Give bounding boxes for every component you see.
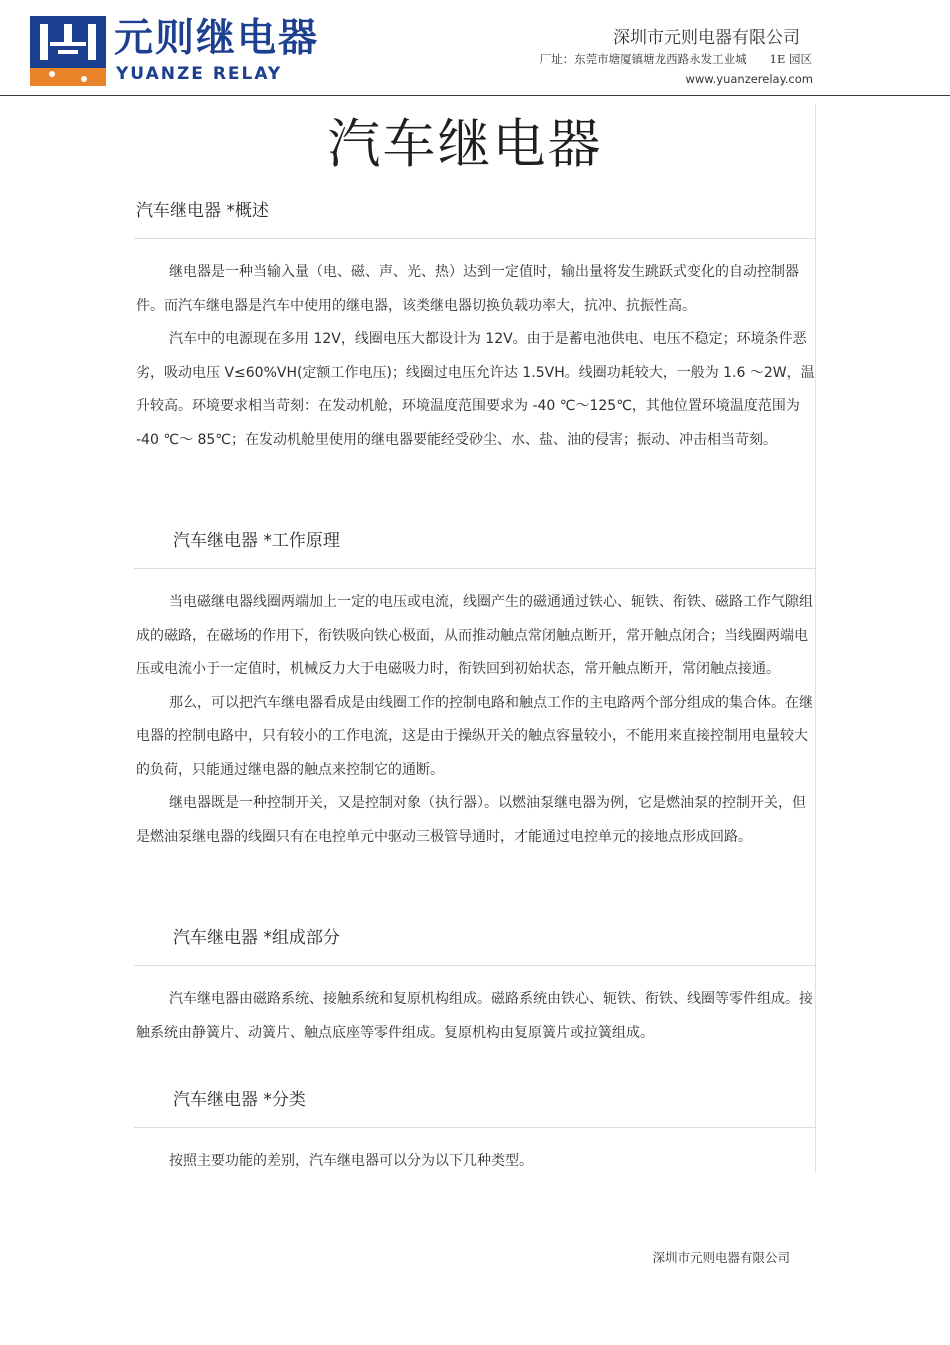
paragraph: 当电磁继电器线圈两端加上一定的电压或电流，线圈产生的磁通通过铁心、轭铁、衔铁、磁路工作气隙组成的磁路，在磁场的作用下，衔铁吸向铁心极面，从而推动触点常闭触点断开，常开触点闭合；当线圈两端电压或电流小于一定值时，机械反力大于电磁吸力时，衔铁回到初始状态，常开触点断开，常闭触点接通。 xyxy=(136,594,813,677)
section-body-classification xyxy=(136,1145,816,1179)
paragraph: 继电器是一种当输入量（电、磁、声、光、热）达到一定值时，输出量将发生跳跃式变化的自动控制器件。而汽车继电器是汽车中使用的继电器，该类继电器切换负载功率大，抗冲、抗振性高。 xyxy=(136,264,799,314)
section-heading-principle: 汽车继电器 *工作原理 xyxy=(173,531,340,551)
header-website: www.yuanzerelay.com xyxy=(685,72,813,86)
company-logo-icon xyxy=(30,16,106,86)
header-divider xyxy=(0,95,950,96)
section-divider xyxy=(134,965,816,966)
section-divider xyxy=(134,568,816,569)
section-body-principle xyxy=(136,586,816,854)
section-body-components xyxy=(136,983,816,1050)
paragraph: 按照主要功能的差别，汽车继电器可以分为以下几种类型。 xyxy=(169,1153,533,1169)
section-divider xyxy=(134,238,816,239)
header-address: 厂址：东莞市塘厦镇塘龙西路永发工业城 1E 园区 xyxy=(539,52,812,66)
document-title: 汽车继电器 xyxy=(327,114,603,175)
section-heading-classification: 汽车继电器 *分类 xyxy=(173,1090,306,1110)
header-company-name: 深圳市元则电器有限公司 xyxy=(613,28,800,48)
paragraph: 继电器既是一种控制开关，又是控制对象（执行器）。以燃油泵继电器为例，它是燃油泵的控制开关，但是燃油泵继电器的线圈只有在电控单元中驱动三极管导通时，才能通过电控单元的接地点形成回路。 xyxy=(136,795,806,845)
paragraph: 汽车继电器由磁路系统、接触系统和复原机构组成。磁路系统由铁心、轭铁、衔铁、线圈等零件组成。接触系统由静簧片、动簧片、触点底座等零件组成。复原机构由复原簧片或拉簧组成。 xyxy=(136,991,813,1041)
section-body-overview xyxy=(136,256,816,457)
section-heading-overview: 汽车继电器 *概述 xyxy=(136,201,269,221)
section-divider xyxy=(134,1127,816,1128)
logo-english-name: YUANZE RELAY xyxy=(116,64,283,84)
paragraph: 汽车中的电源现在多用 12V，线圈电压大都设计为 12V。由于是蓄电池供电、电压不稳定；环境条件恶劣，吸动电压 V≤60%VH(定额工作电压)；线圈过电压允许达 1.5VH。线圈功耗较大，一般为 1.6 ～2W，温升较高。环境要求相当苛刻：在发动机舱，环境温度范围要求为 -40 ℃～125℃，其他位置环境温度范围为 -40 ℃～ 85℃；在发动机舱里使用的继电器要能经受砂尘、水、盐、油的侵害；振动、冲击相当苛刻。 xyxy=(136,331,815,448)
paragraph: 那么，可以把汽车继电器看成是由线圈工作的控制电路和触点工作的主电路两个部分组成的集合体。在继电器的控制电路中，只有较小的工作电流，这是由于操纵开关的触点容量较小，不能用来直接控制用电量较大的负荷，只能通过继电器的触点来控制它的通断。 xyxy=(136,694,813,778)
section-heading-components: 汽车继电器 *组成部分 xyxy=(173,928,340,948)
logo-chinese-name: 元则继电器 xyxy=(114,16,320,61)
footer-company-name: 深圳市元则电器有限公司 xyxy=(652,1250,790,1265)
